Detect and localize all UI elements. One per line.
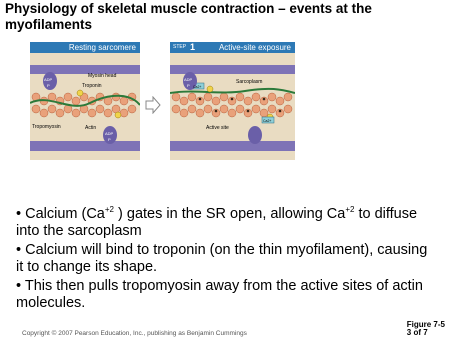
step-word: STEP bbox=[173, 44, 187, 50]
bullet-troponin: • Calcium will bind to troponin (on the thin myofilament), causing it to change its shape. bbox=[16, 241, 428, 275]
calcium-label: Ca2+ bbox=[193, 85, 202, 89]
active-site-exposure-panel bbox=[170, 42, 295, 160]
b1-post: to diffuse into the sarcoplasm bbox=[16, 205, 418, 239]
phosphate-label-2: P bbox=[108, 137, 111, 142]
step-number: 1 bbox=[190, 42, 196, 52]
panel-label: Resting sarcomere bbox=[68, 43, 136, 52]
adp-label: ADP bbox=[184, 77, 193, 82]
figure-number: Figure 7-5 bbox=[406, 320, 445, 329]
tropomyosin-label: Tropomyosin bbox=[32, 124, 61, 130]
bullet-tropomyosin: • This then pulls tropomyosin away from the active sites of actin molecules. bbox=[16, 277, 423, 311]
copyright-notice: Copyright © 2007 Pearson Education, Inc., publishing as Benjamin Cummings bbox=[22, 330, 247, 337]
active-site-illustration bbox=[170, 53, 295, 160]
arrow-right-icon bbox=[145, 96, 161, 114]
adp-label-2: ADP bbox=[105, 131, 114, 136]
figure-reference bbox=[407, 321, 445, 337]
panel-header bbox=[170, 42, 295, 53]
b2-text: Calcium will bind to troponin (on the thin myofilament), causing it to change its shape. bbox=[16, 241, 428, 275]
figure-page: 3 of 7 bbox=[406, 328, 428, 337]
panel-label: Active-site exposure bbox=[218, 43, 291, 52]
b1-mid: ) gates in the SR open, allowing Ca bbox=[114, 205, 346, 222]
resting-sarcomere-panel bbox=[30, 42, 140, 160]
bullet-calcium-gates: • Calcium ($Ca^{+2}$ ) gates in the SR open, allowing $Ca^{+2}$ to diffuse into the sarcoplasm bbox=[16, 205, 418, 239]
b1-pre: Calcium (Ca bbox=[25, 205, 105, 222]
active-site-label: Active site bbox=[206, 125, 229, 131]
b3-text: This then pulls tropomyosin away from the active sites of actin molecules. bbox=[16, 277, 423, 311]
myosin-head-label: Myosin head bbox=[88, 73, 117, 79]
slide-title: Physiology of skeletal muscle contraction – events at the myofilaments bbox=[5, 1, 372, 32]
actin-label: Actin bbox=[85, 125, 97, 131]
adp-label: ADP bbox=[44, 77, 53, 82]
troponin-label: Troponin bbox=[82, 83, 102, 89]
calcium-label-2: Ca2+ bbox=[263, 119, 272, 123]
b1-sup2: +2 bbox=[345, 205, 355, 214]
panel-header bbox=[30, 42, 140, 53]
resting-sarcomere-illustration bbox=[30, 53, 140, 160]
sarcoplasm-label: Sarcoplasm bbox=[236, 79, 263, 85]
phosphate-label: P bbox=[187, 83, 190, 88]
phosphate-label: P bbox=[47, 83, 50, 88]
bullet-list bbox=[16, 201, 436, 314]
b1-sup: +2 bbox=[104, 205, 114, 214]
